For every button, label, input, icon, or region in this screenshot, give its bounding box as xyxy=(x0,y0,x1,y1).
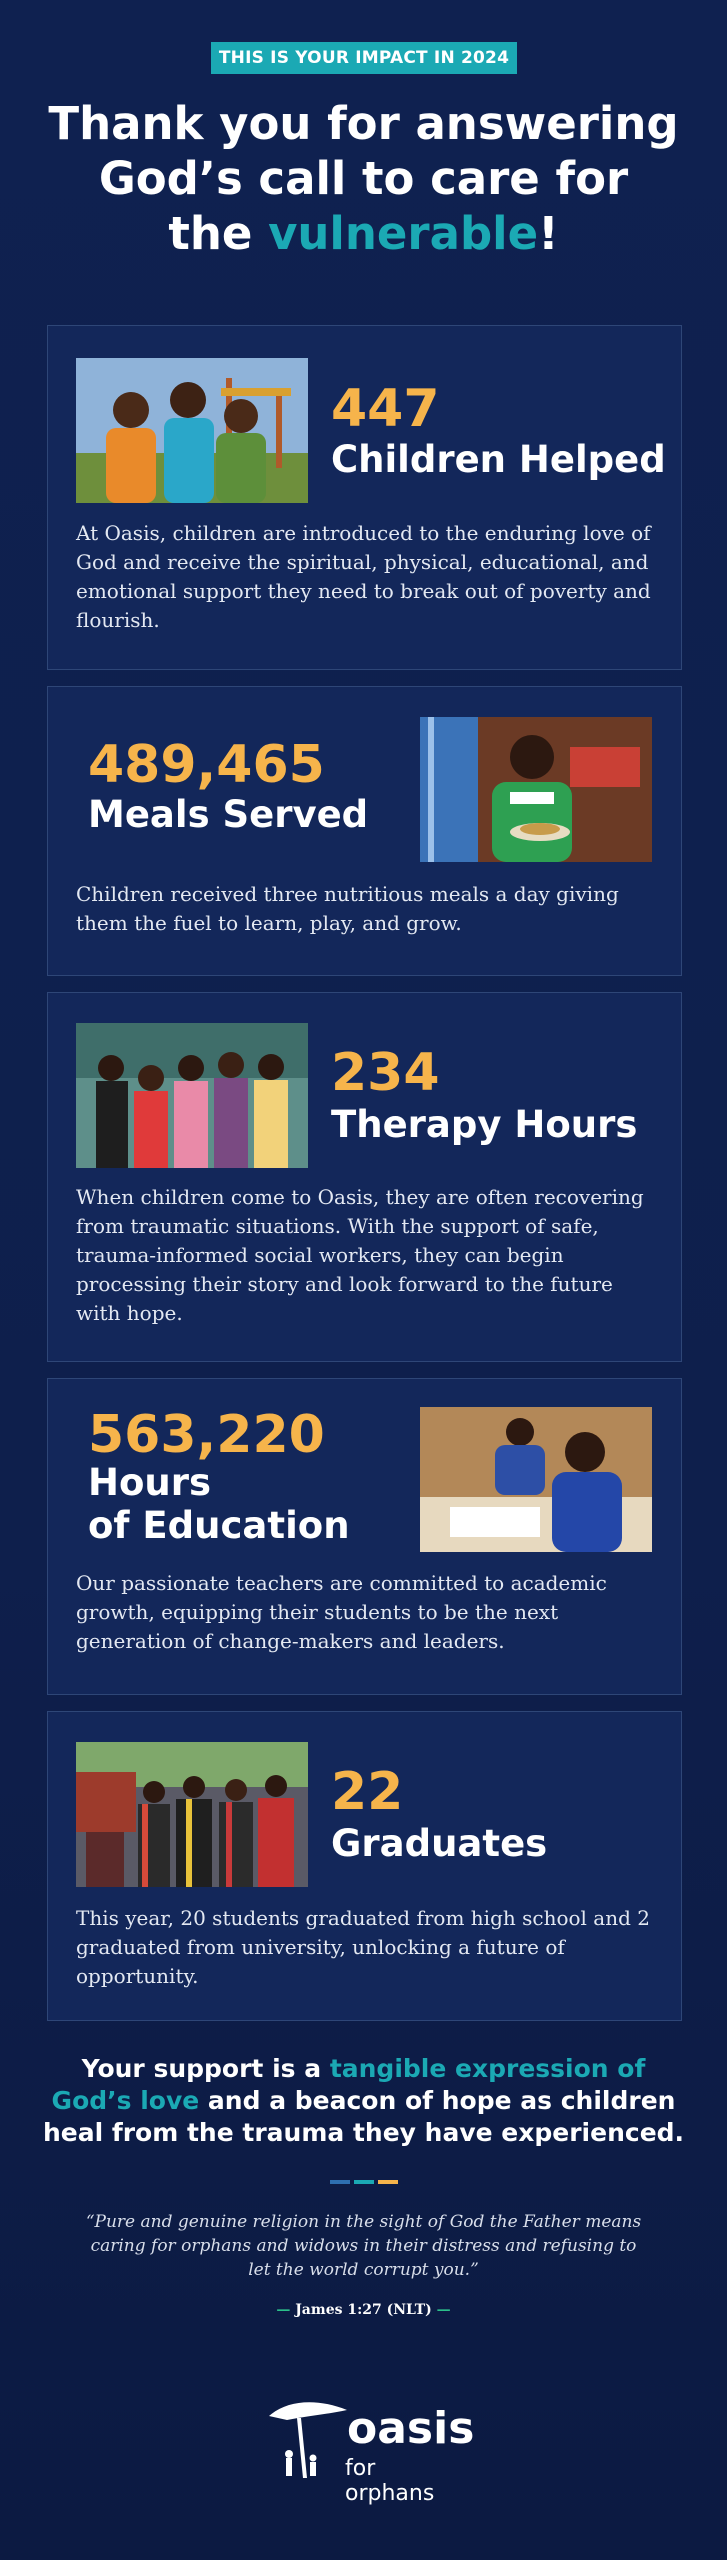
title-line-3-pre: the xyxy=(168,207,269,260)
divider-bar-gold xyxy=(378,2180,398,2184)
stat-label: Graduates xyxy=(331,1822,548,1865)
stat-number: 234 xyxy=(331,1043,440,1103)
impact-badge: THIS IS YOUR IMPACT IN 2024 xyxy=(211,42,517,74)
stat-label: Meals Served xyxy=(88,793,369,836)
closing-pre: Your support is a xyxy=(81,2054,330,2083)
stat-description: At Oasis, children are introduced to the enduring love of God and receive the spiritual, physical, educational, and emotional support they need to break out of poverty and flourish. xyxy=(76,521,651,632)
divider-bar-teal xyxy=(354,2180,374,2184)
tree-icon xyxy=(267,2398,349,2478)
graduation-photo xyxy=(76,1742,308,1887)
closing-post: and a beacon of hope as children heal from the trauma they have experienced. xyxy=(42,2086,685,2147)
stat-number: 489,465 xyxy=(88,735,325,795)
title-line-1: Thank you for answering xyxy=(48,97,679,150)
stat-card-education xyxy=(47,1378,682,1695)
stat-card-therapy xyxy=(47,992,682,1362)
stat-card-meals xyxy=(47,686,682,976)
stat-number: 22 xyxy=(331,1762,404,1822)
page-title xyxy=(20,96,707,261)
stat-label-line-2: of Education xyxy=(88,1504,350,1547)
stat-description: This year, 20 students graduated from high school and 2 graduated from university, unlocking a future of opportunity. xyxy=(76,1906,650,1988)
stat-card-graduates xyxy=(47,1711,682,2021)
logo-tagline: for orphans xyxy=(345,2456,435,2506)
stat-label: Therapy Hours xyxy=(331,1103,638,1146)
group-of-girls-photo xyxy=(76,1023,308,1168)
students-studying-photo xyxy=(420,1407,652,1552)
scripture-citation xyxy=(180,2302,547,2318)
girl-with-meal-photo xyxy=(420,717,652,862)
title-line-2: God’s call to care for xyxy=(98,152,629,205)
stat-number: 447 xyxy=(331,379,440,439)
logo-wordmark: oasis xyxy=(347,2403,475,2454)
oasis-logo xyxy=(267,2398,475,2506)
title-accent-word: vulnerable xyxy=(268,207,539,260)
stat-label-line-1: Hours xyxy=(88,1461,211,1504)
stat-number: 563,220 xyxy=(88,1405,325,1465)
stat-card-children xyxy=(47,325,682,670)
scripture-quote: “Pure and genuine religion in the sight of God the Father means caring for orphans and widows in their distress and refusing to let the world corrupt you.” xyxy=(85,2212,642,2280)
children-playground-photo xyxy=(76,358,308,503)
divider-bar-blue xyxy=(330,2180,350,2184)
citation-text: James 1:27 (NLT) xyxy=(295,2302,432,2318)
stat-description: Children received three nutritious meals a day giving them the fuel to learn, play, and grow. xyxy=(76,882,619,935)
closing-accent: tangible expression of God’s love xyxy=(51,2054,646,2115)
closing-statement xyxy=(40,2053,687,2149)
citation-dash-right: — xyxy=(431,2302,451,2318)
stat-description: When children come to Oasis, they are often recovering from traumatic situations. With the support of safe, trauma-informed social workers, they can begin processing their story and look forward to the future with hope. xyxy=(76,1185,644,1325)
stat-description: Our passionate teachers are committed to academic growth, equipping their students to be the next generation of change-makers and leaders. xyxy=(76,1571,607,1653)
citation-dash-left: — xyxy=(276,2302,296,2318)
stat-label: Children Helped xyxy=(331,438,666,481)
title-line-3-post: ! xyxy=(538,207,559,260)
